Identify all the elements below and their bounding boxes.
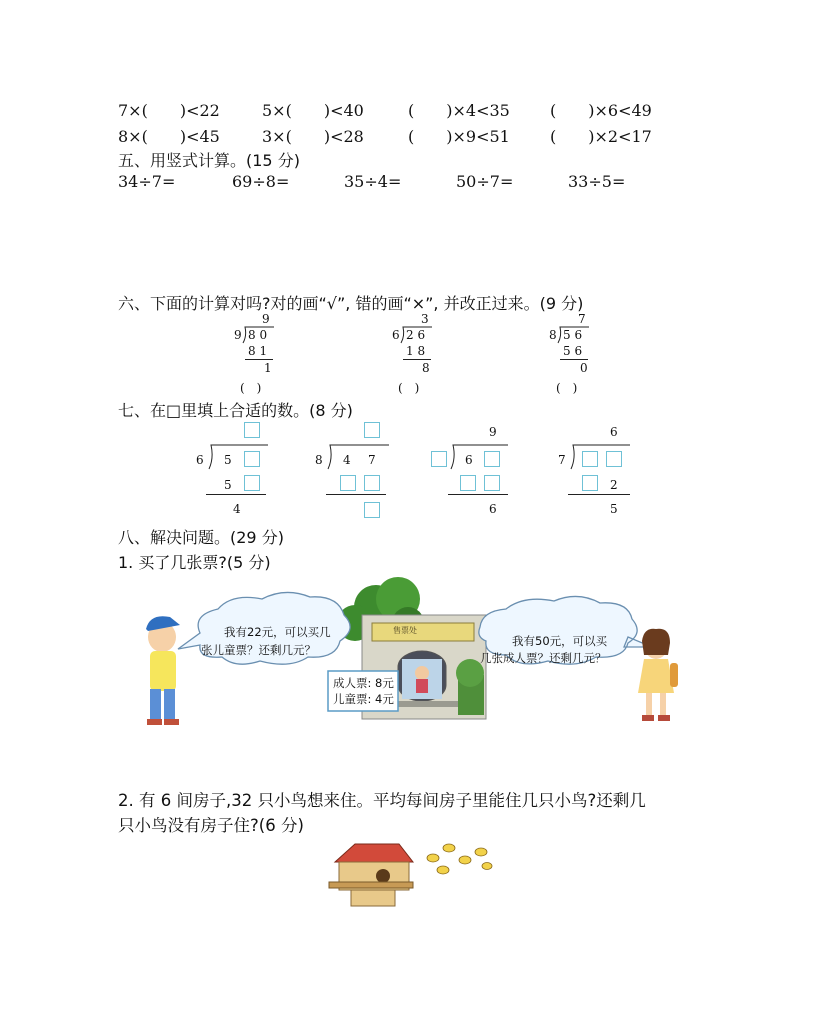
s6-3-product: 5 6 bbox=[563, 344, 583, 358]
ineq-1-2: 5×( )<40 bbox=[262, 101, 364, 120]
s7-1-product-ones-box[interactable] bbox=[244, 475, 260, 491]
s6-2-divisor: 6 bbox=[392, 328, 400, 342]
s7-2-product-tens-box[interactable] bbox=[340, 475, 356, 491]
s6-3-dividend: 5 6 bbox=[563, 328, 583, 342]
s6-3-answer-paren[interactable]: ( ) bbox=[556, 381, 578, 395]
s7-2-product-ones-box[interactable] bbox=[364, 475, 380, 491]
ineq-2-2: 3×( )<28 bbox=[262, 127, 364, 146]
ineq-1-4: ( )×6<49 bbox=[550, 101, 652, 120]
price-adult: 成人票: 8元 bbox=[333, 676, 394, 690]
section-7-heading: 七、在□里填上合适的数。(8 分) bbox=[118, 401, 353, 420]
price-child: 儿童票: 4元 bbox=[333, 692, 394, 706]
s7-3-rule bbox=[448, 494, 508, 495]
s6-2-quotient: 3 bbox=[421, 312, 429, 326]
ineq-1-3: ( )×4<35 bbox=[408, 101, 510, 120]
section-6-heading: 六、下面的计算对吗?对的画“√”, 错的画“×”, 并改正过来。(9 分) bbox=[118, 294, 584, 313]
s6-3-remainder: 0 bbox=[580, 361, 588, 375]
s7-4-product-ones: 2 bbox=[610, 478, 618, 492]
section-5-heading: 五、用竖式计算。(15 分) bbox=[118, 151, 300, 170]
s7-2-dividend-tens: 4 bbox=[343, 453, 351, 467]
ineq-2-3: ( )×9<51 bbox=[408, 127, 510, 146]
s6-1-divisor: 9 bbox=[234, 328, 242, 342]
ineq-2-4: ( )×2<17 bbox=[550, 127, 652, 146]
s7-2-quotient-box[interactable] bbox=[364, 422, 380, 438]
s7-2-divisor: 8 bbox=[315, 453, 323, 467]
girl-icon bbox=[638, 629, 678, 721]
s7-3-quotient: 9 bbox=[489, 425, 497, 439]
s6-1-remainder: 1 bbox=[264, 361, 272, 375]
s7-4-dividend-ones-box[interactable] bbox=[606, 451, 622, 467]
s8-q1-title: 1. 买了几张票?(5 分) bbox=[118, 553, 271, 572]
s5-problem-3: 35÷4= bbox=[344, 172, 402, 191]
s7-1-quotient-box[interactable] bbox=[244, 422, 260, 438]
birds-icon bbox=[427, 844, 492, 874]
s6-1-answer-paren[interactable]: ( ) bbox=[240, 381, 262, 395]
s7-2-bracket bbox=[324, 444, 390, 470]
s7-1-dividend-ones-box[interactable] bbox=[244, 451, 260, 467]
s7-3-dividend-ones-box[interactable] bbox=[484, 451, 500, 467]
s6-3-quotient: 7 bbox=[578, 312, 586, 326]
birdhouse-illustration bbox=[325, 838, 505, 918]
bubble-right-line1: 我有50元，可以买 bbox=[512, 634, 608, 648]
bubble-left-line1: 我有22元，可以买几 bbox=[224, 625, 331, 639]
s6-2-rule bbox=[403, 359, 431, 360]
s5-problem-1: 34÷7= bbox=[118, 172, 176, 191]
s7-3-divisor-box[interactable] bbox=[431, 451, 447, 467]
s6-2-answer-paren[interactable]: ( ) bbox=[398, 381, 420, 395]
s7-4-dividend-tens-box[interactable] bbox=[582, 451, 598, 467]
s5-problem-5: 33÷5= bbox=[568, 172, 626, 191]
s7-4-divisor: 7 bbox=[558, 453, 566, 467]
s7-4-product-tens-box[interactable] bbox=[582, 475, 598, 491]
s6-1-dividend: 8 0 bbox=[248, 328, 268, 342]
bubble-right-line2: 几张成人票？还剩几元？ bbox=[480, 651, 607, 665]
section-8-heading: 八、解决问题。(29 分) bbox=[118, 528, 284, 547]
ineq-2-1: 8×( )<45 bbox=[118, 127, 220, 146]
s7-3-dividend-tens: 6 bbox=[465, 453, 473, 467]
s7-3-remainder: 6 bbox=[489, 502, 497, 516]
s6-2-dividend: 2 6 bbox=[406, 328, 426, 342]
s7-1-rule bbox=[206, 494, 266, 495]
s5-problem-2: 69÷8= bbox=[232, 172, 290, 191]
s8-q2-line2: 只小鸟没有房子住?(6 分) bbox=[118, 816, 304, 835]
bubble-left-line2: 张儿童票？还剩几元？ bbox=[201, 643, 316, 657]
s7-2-remainder-box[interactable] bbox=[364, 502, 380, 518]
s7-2-rule bbox=[326, 494, 386, 495]
booth-sign: 售票处 bbox=[393, 626, 417, 635]
s7-3-product-ones-box[interactable] bbox=[484, 475, 500, 491]
s7-4-quotient: 6 bbox=[610, 425, 618, 439]
s7-1-product: 5 bbox=[224, 478, 232, 492]
s7-4-rule bbox=[568, 494, 630, 495]
s6-1-quotient: 9 bbox=[262, 312, 270, 326]
ineq-1-1: 7×( )<22 bbox=[118, 101, 220, 120]
birdhouse-icon bbox=[329, 844, 413, 906]
s6-1-product: 8 1 bbox=[248, 344, 268, 358]
s7-1-remainder: 4 bbox=[233, 502, 241, 516]
s7-2-dividend-ones: 7 bbox=[368, 453, 376, 467]
s6-3-divisor: 8 bbox=[549, 328, 557, 342]
s6-1-rule bbox=[245, 359, 273, 360]
s7-3-product-tens-box[interactable] bbox=[460, 475, 476, 491]
s6-2-product: 1 8 bbox=[406, 344, 426, 358]
s6-2-remainder: 8 bbox=[422, 361, 430, 375]
s7-1-dividend-tens: 5 bbox=[224, 453, 232, 467]
boy-icon bbox=[146, 616, 180, 725]
s7-1-divisor: 6 bbox=[196, 453, 204, 467]
s6-3-rule bbox=[560, 359, 588, 360]
s7-4-remainder: 5 bbox=[610, 502, 618, 516]
s8-q2-line1: 2. 有 6 间房子,32 只小鸟想来住。平均每间房子里能住几只小鸟?还剩几 bbox=[118, 791, 646, 810]
s5-problem-4: 50÷7= bbox=[456, 172, 514, 191]
